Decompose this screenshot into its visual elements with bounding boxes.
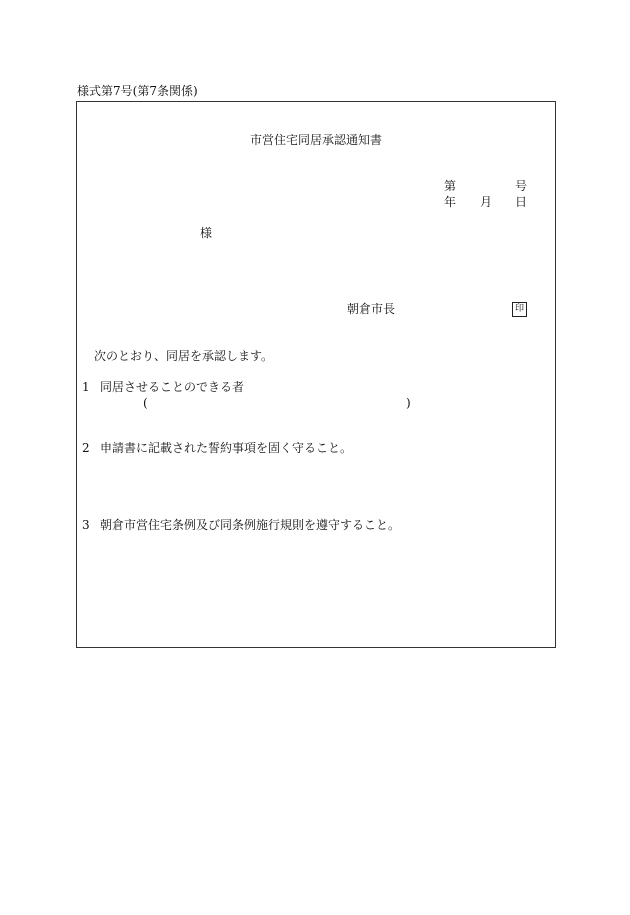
addressee-suffix: 様	[200, 226, 213, 240]
document-title: 市営住宅同居承認通知書	[250, 133, 383, 147]
issuer-name: 朝倉市長	[347, 302, 396, 316]
date-day: 日	[515, 195, 528, 209]
item-2-number: 2	[82, 441, 90, 455]
item-1-text: 同居させることのできる者	[100, 380, 245, 394]
number-prefix: 第	[444, 179, 457, 193]
item-3-text: 朝倉市営住宅条例及び同条例施行規則を遵守すること。	[100, 518, 401, 532]
seal-stamp: 印	[512, 302, 527, 317]
form-label: 様式第7号(第7条関係)	[77, 84, 198, 98]
document-frame	[76, 101, 556, 648]
date-month: 月	[480, 195, 493, 209]
item-1-paren-open: (	[143, 396, 148, 410]
date-year: 年	[444, 195, 457, 209]
item-1-paren-close: )	[406, 396, 411, 410]
number-suffix: 号	[515, 179, 528, 193]
intro-text: 次のとおり、同居を承認します。	[94, 349, 274, 363]
item-2-text: 申請書に記載された誓約事項を固く守ること。	[100, 441, 353, 455]
item-3-number: 3	[82, 518, 90, 532]
item-1-number: 1	[82, 380, 90, 394]
